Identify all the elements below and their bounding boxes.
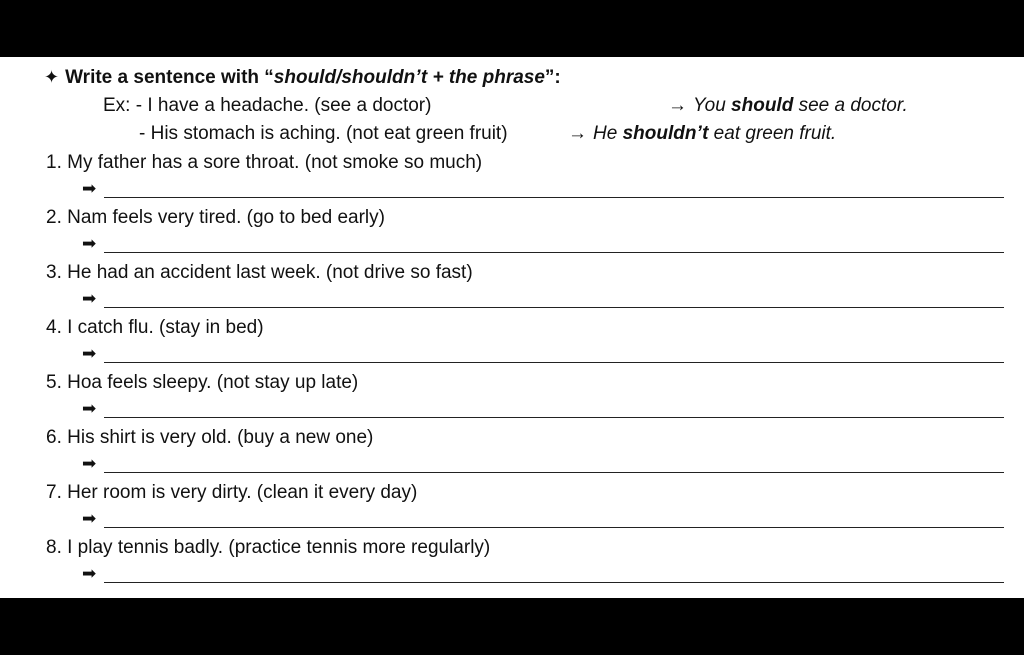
- answer-line-1[interactable]: [82, 180, 1004, 202]
- arrow-right-icon: ➡: [82, 289, 97, 308]
- question-8: 8. I play tennis badly. (practice tennis more regularly): [46, 537, 491, 558]
- arrow-right-icon: ➡: [82, 509, 97, 528]
- answer-line-5[interactable]: [82, 400, 1004, 422]
- instruction-phrase: should/shouldn’t + the phrase: [273, 67, 545, 88]
- example-1-answer-bold: should: [731, 95, 794, 116]
- blank-line: [104, 582, 1004, 583]
- arrow-right-icon: ➡: [82, 344, 97, 363]
- arrow-right-icon: ➡: [82, 399, 97, 418]
- answer-line-6[interactable]: [82, 455, 1004, 477]
- blank-line: [104, 362, 1004, 363]
- question-2: 2. Nam feels very tired. (go to bed early): [46, 207, 385, 228]
- example-1: [103, 95, 1003, 117]
- example-2-answer-bold: shouldn’t: [622, 123, 709, 144]
- star-bullet-icon: ✦: [44, 67, 60, 87]
- worksheet-page: [0, 57, 1024, 598]
- blank-line: [104, 527, 1004, 528]
- blank-line: [104, 197, 1004, 198]
- question-3: 3. He had an accident last week. (not drive so fast): [46, 262, 473, 283]
- blank-line: [104, 472, 1004, 473]
- arrow-right-icon: ➡: [82, 564, 97, 583]
- answer-line-4[interactable]: [82, 345, 1004, 367]
- answer-line-3[interactable]: [82, 290, 1004, 312]
- blank-line: [104, 417, 1004, 418]
- question-1: 1. My father has a sore throat. (not smoke so much): [46, 152, 483, 173]
- arrow-right-icon: ➡: [82, 179, 97, 198]
- answer-line-8[interactable]: [82, 565, 1004, 587]
- instruction-heading: [44, 67, 561, 89]
- example-1-answer-post: see a doctor.: [793, 95, 908, 116]
- arrow-right-icon: ➡: [82, 454, 97, 473]
- question-6: 6. His shirt is very old. (buy a new one): [46, 427, 374, 448]
- example-1-answer-pre: You: [693, 95, 732, 116]
- instruction-lead: Write a sentence with “: [65, 67, 274, 88]
- question-5: 5. Hoa feels sleepy. (not stay up late): [46, 372, 359, 393]
- instruction-trail: ”:: [544, 67, 561, 88]
- blank-line: [104, 252, 1004, 253]
- right-arrow-icon: →: [568, 123, 587, 144]
- blank-line: [104, 307, 1004, 308]
- question-7: 7. Her room is very dirty. (clean it every day): [46, 482, 418, 503]
- example-2-answer-pre: He: [593, 123, 623, 144]
- example-2-prompt: - His stomach is aching. (not eat green fruit): [139, 123, 508, 144]
- example-1-prompt: Ex: - I have a headache. (see a doctor): [103, 95, 432, 116]
- question-4: 4. I catch flu. (stay in bed): [46, 317, 264, 338]
- answer-line-2[interactable]: [82, 235, 1004, 257]
- example-2-answer: [568, 123, 836, 145]
- right-arrow-icon: →: [668, 95, 687, 116]
- example-2-answer-post: eat green fruit.: [708, 123, 837, 144]
- answer-line-7[interactable]: [82, 510, 1004, 532]
- example-2: [139, 123, 1003, 145]
- example-1-answer: [668, 95, 908, 117]
- arrow-right-icon: ➡: [82, 234, 97, 253]
